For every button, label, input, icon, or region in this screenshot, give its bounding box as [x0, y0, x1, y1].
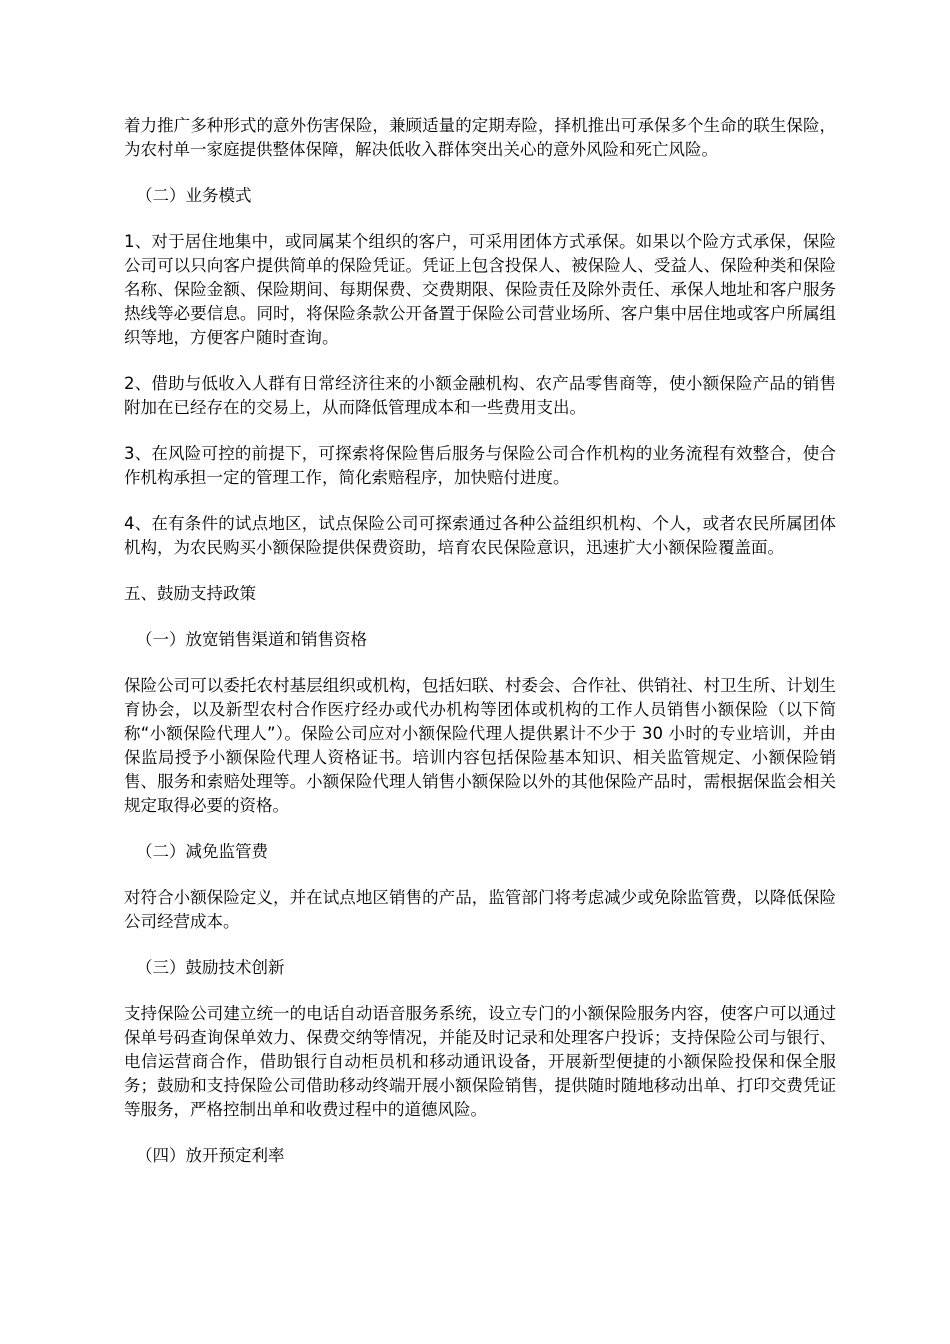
paragraph-intro: 着力推广多种形式的意外伤害保险，兼顾适量的定期寿险，择机推出可承保多个生命的联生保险，为农村单一家庭提供整体保障，解决低收入群体突出关心的意外风险和死亡风险。	[124, 116, 836, 159]
heading-fee-reduction: （二）减免监管费	[136, 842, 268, 861]
document-page	[124, 114, 836, 1190]
heading-section-five: 五、鼓励支持政策	[124, 584, 256, 603]
heading-sales-channels: （一）放宽销售渠道和销售资格	[136, 630, 367, 649]
paragraph-sales-channels: 保险公司可以委托农村基层组织或机构，包括妇联、村委会、合作社、供销社、村卫生所、计划生育协会，以及新型农村合作医疗经办或代办机构等团体或机构的工作人员销售小额保险（以下简称“小额保险代理人”）。保险公司应对小额保险代理人提供累计不少于 30 小时的专业培训，并由保监局授予小额保险代理人资格证书。培训内容包括保险基本知识、相关监管规定、小额保险销售、服务和索赔处理等。小额保险代理人销售小额保险以外的其他保险产品时，需根据保监会相关规定取得必要的资格。	[124, 676, 836, 815]
paragraph-item-4: 4、在有条件的试点地区，试点保险公司可探索通过各种公益组织机构、个人，或者农民所属团体机构，为农民购买小额保险提供保费资助，培育农民保险意识，迅速扩大小额保险覆盖面。	[124, 514, 836, 557]
paragraph-item-2: 2、借助与低收入人群有日常经济往来的小额金融机构、农产品零售商等，使小额保险产品的销售附加在已经存在的交易上，从而降低管理成本和一些费用支出。	[124, 374, 836, 417]
heading-business-model: （二）业务模式	[136, 186, 252, 205]
heading-tech-innovation: （三）鼓励技术创新	[136, 958, 285, 977]
paragraph-fee-reduction: 对符合小额保险定义，并在试点地区销售的产品，监管部门将考虑减少或免除监管费，以降低保险公司经营成本。	[124, 888, 836, 931]
paragraph-item-1: 1、对于居住地集中，或同属某个组织的客户，可采用团体方式承保。如果以个险方式承保，保险公司可以只向客户提供简单的保险凭证。凭证上包含投保人、被保险人、受益人、保险种类和保险名称、保险金额、保险期间、每期保费、交费期限、保险责任及除外责任、承保人地址和客户服务热线等必要信息。同时，将保险条款公开备置于保险公司营业场所、客户集中居住地或客户所属组织等地，方便客户随时查询。	[124, 232, 836, 347]
paragraph-tech-innovation: 支持保险公司建立统一的电话自动语音服务系统，设立专门的小额保险服务内容，使客户可以通过保单号码查询保单效力、保费交纳等情况，并能及时记录和处理客户投诉；支持保险公司与银行、电信运营商合作，借助银行自动柜员机和移动通讯设备，开展新型便捷的小额保险投保和保全服务；鼓励和支持保险公司借助移动终端开展小额保险销售，提供随时随地移动出单、打印交费凭证等服务，严格控制出单和收费过程中的道德风险。	[124, 1004, 836, 1119]
paragraph-item-3: 3、在风险可控的前提下，可探索将保险售后服务与保险公司合作机构的业务流程有效整合，使合作机构承担一定的管理工作，简化索赔程序，加快赔付进度。	[124, 444, 836, 487]
heading-interest-rate: （四）放开预定利率	[136, 1146, 285, 1165]
